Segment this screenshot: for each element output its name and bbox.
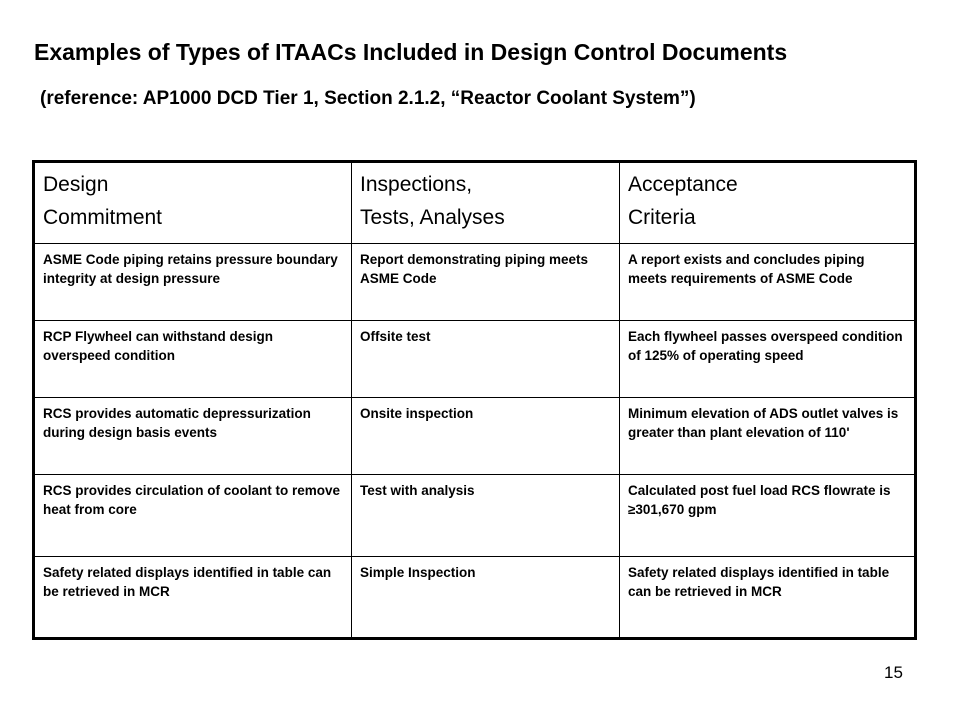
acceptance-criteria-cell: Calculated post fuel load RCS flowrate is ≥301,670 gpm bbox=[620, 475, 916, 557]
acceptance-criteria-cell: Safety related displays identified in table can be retrieved in MCR bbox=[620, 557, 916, 639]
inspection-cell: Onsite inspection bbox=[352, 398, 620, 475]
table-header-row bbox=[34, 162, 916, 244]
itaac-table bbox=[32, 160, 917, 640]
slide-title: Examples of Types of ITAACs Included in Design Control Documents bbox=[34, 39, 788, 65]
table-row bbox=[34, 398, 916, 475]
header-line: Inspections, bbox=[360, 173, 473, 196]
header-line: Tests, Analyses bbox=[360, 206, 505, 229]
header-inspections-tests-analyses bbox=[352, 162, 620, 244]
table-row bbox=[34, 321, 916, 398]
inspection-cell: Offsite test bbox=[352, 321, 620, 398]
table-row bbox=[34, 244, 916, 321]
header-line: Commitment bbox=[43, 206, 163, 229]
inspection-cell: Simple Inspection bbox=[352, 557, 620, 639]
acceptance-criteria-cell: Minimum elevation of ADS outlet valves is greater than plant elevation of 110' bbox=[620, 398, 916, 475]
inspection-cell: Test with analysis bbox=[352, 475, 620, 557]
header-line: Design bbox=[43, 173, 109, 196]
acceptance-criteria-cell: A report exists and concludes piping meets requirements of ASME Code bbox=[620, 244, 916, 321]
header-acceptance-criteria bbox=[620, 162, 916, 244]
design-commitment-cell: RCP Flywheel can withstand design overspeed condition bbox=[34, 321, 352, 398]
page-number: 15 bbox=[884, 663, 903, 682]
table-row bbox=[34, 557, 916, 639]
table-row bbox=[34, 475, 916, 557]
header-line: Acceptance bbox=[628, 173, 738, 196]
design-commitment-cell: ASME Code piping retains pressure boundary integrity at design pressure bbox=[34, 244, 352, 321]
slide-subtitle: (reference: AP1000 DCD Tier 1, Section 2.1.2, “Reactor Coolant System”) bbox=[40, 88, 696, 109]
design-commitment-cell: RCS provides automatic depressurization during design basis events bbox=[34, 398, 352, 475]
header-design-commitment bbox=[34, 162, 352, 244]
acceptance-criteria-cell: Each flywheel passes overspeed condition of 125% of operating speed bbox=[620, 321, 916, 398]
design-commitment-cell: Safety related displays identified in table can be retrieved in MCR bbox=[34, 557, 352, 639]
header-line: Criteria bbox=[628, 206, 696, 229]
design-commitment-cell: RCS provides circulation of coolant to remove heat from core bbox=[34, 475, 352, 557]
inspection-cell: Report demonstrating piping meets ASME Code bbox=[352, 244, 620, 321]
